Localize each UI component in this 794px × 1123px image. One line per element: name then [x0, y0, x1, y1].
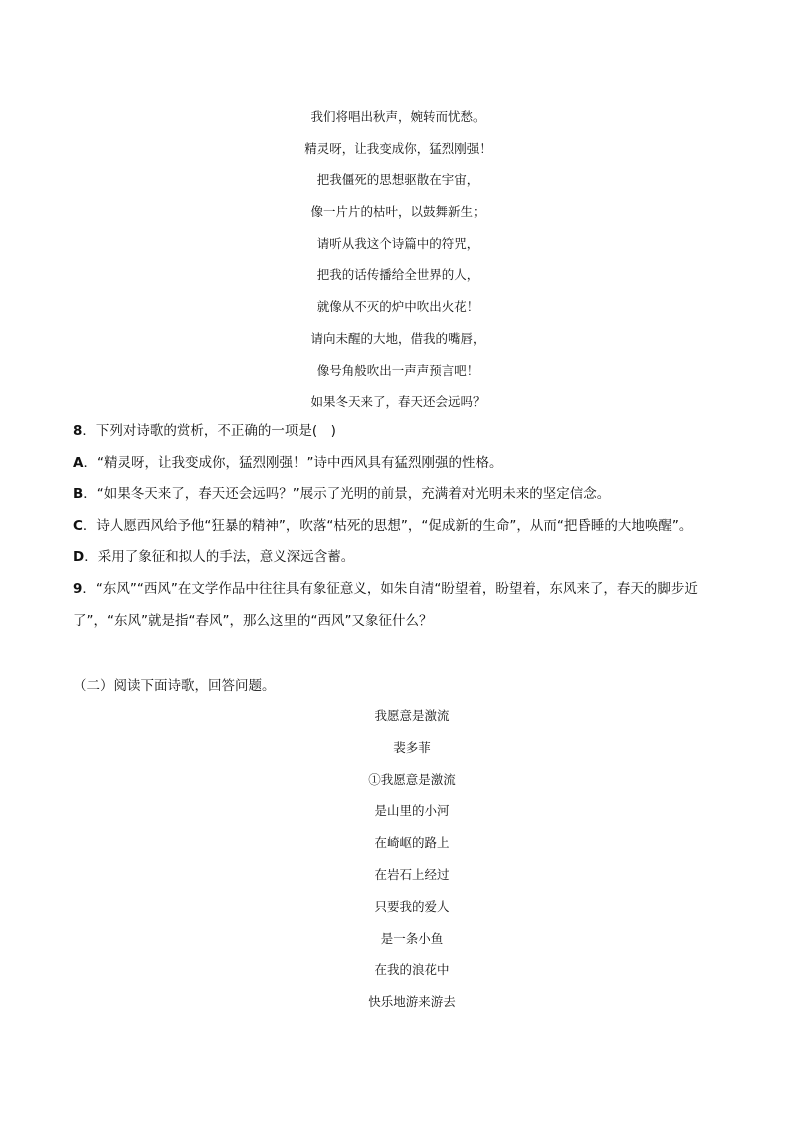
option-c	[73, 511, 723, 543]
poem-i-wish-to-be-a-torrent	[0, 700, 794, 1018]
section-2-heading: （二）阅读下面诗歌，回答问题。	[73, 678, 276, 694]
question-8-stem	[73, 416, 723, 448]
option-text: ．“如果冬天来了，春天还会远吗？”展示了光明的前景，充满着对光明未来的坚定信念。	[83, 486, 611, 502]
poem-line: 把我僵死的思想驱散在宇宙，	[316, 172, 480, 188]
poem-title: 我愿意是激流	[374, 708, 450, 723]
poem-line: 像一片片的枯叶，以鼓舞新生；	[310, 204, 486, 220]
poem-line: 在岩石上经过	[374, 866, 450, 882]
poem-line: 只要我的爱人	[374, 898, 450, 914]
poem-line: 是山里的小河	[374, 803, 450, 819]
option-text: ．采用了象征和拟人的手法，意义深远含蓄。	[84, 549, 355, 565]
poem-line: 请听从我这个诗篇中的符咒，	[316, 235, 480, 251]
question-number: 8	[73, 423, 83, 439]
option-letter: C	[73, 517, 83, 534]
option-letter: A	[73, 454, 84, 471]
poem-line: 快乐地游来游去	[368, 994, 456, 1010]
question-8	[73, 416, 723, 574]
option-b	[73, 479, 723, 511]
poem-line: 就像从不灭的炉中吹出火花！	[316, 299, 480, 315]
option-letter: D	[73, 549, 85, 565]
poem-line: ①我愿意是激流	[368, 771, 456, 787]
question-number: 9	[73, 581, 83, 597]
option-letter: B	[73, 486, 84, 502]
question-9-text	[73, 574, 723, 637]
question-9-body: ．“东风”“西风”在文学作品中往往具有象征意义，如朱自清“盼望着，盼望着，东风来了，春天的脚步近了”，“东风”就是指“春风”，那么这里的“西风”又象征什么？	[73, 581, 698, 629]
poem-line: 如果冬天来了，春天还会远吗？	[310, 394, 486, 410]
poem-author: 裴多菲	[393, 739, 431, 755]
poem-line: 请向未醒的大地，借我的嘴唇，	[310, 330, 486, 346]
poem-line: 在我的浪花中	[374, 962, 450, 978]
poem-line: 是一条小鱼	[380, 930, 444, 946]
poem-line: 在崎岖的路上	[374, 835, 450, 851]
poem-line: 把我的话传播给全世界的人，	[316, 267, 480, 283]
option-a	[73, 448, 723, 480]
option-text: ．诗人愿西风给予他“狂暴的精神”，吹落“枯死的思想”，“促成新的生命”，从而“把昏睡的大地唤醒”。	[82, 517, 693, 534]
poem-line: 像号角般吹出一声声预言吧！	[316, 362, 480, 378]
poem-excerpt-ode-to-west-wind	[0, 101, 794, 418]
poem-line: 精灵呀，让我变成你，猛烈刚强！	[304, 140, 492, 156]
option-d	[73, 542, 723, 574]
question-9	[73, 574, 723, 637]
question-8-stem-text: ．下列对诗歌的赏析，不正确的一项是( )	[82, 423, 336, 439]
option-text: ．“精灵呀，让我变成你，猛烈刚强！”诗中西风具有猛烈刚强的性格。	[83, 454, 503, 471]
poem-line: 我们将唱出秋声，婉转而忧愁。	[310, 109, 486, 124]
